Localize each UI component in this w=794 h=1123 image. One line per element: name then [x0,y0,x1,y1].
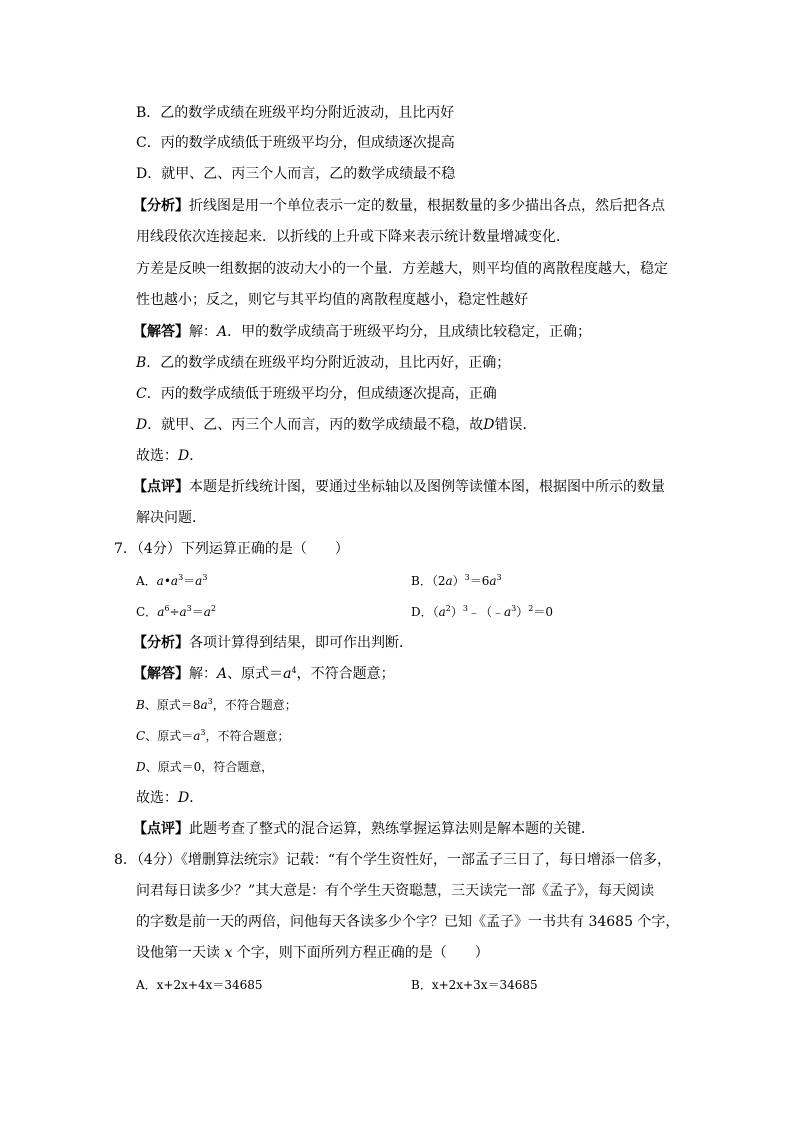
q6-analysis-line-1: 【分析】折线图是用一个单位表示一定的数量，根据数量的多少描出各点，然后把各点 [133,198,665,214]
solution-tag: 【解答】 [133,324,189,340]
q6-analysis-line-2: 用线段依次连接起来．以折线的上升或下降来表示统计数量增减变化． [136,229,570,245]
q6-solution-line-a: 【解答】解：A．甲的数学成绩高于班级平均分，且成绩比较稳定，正确； [133,324,592,340]
q6-option-d: D．就甲、乙、丙三个人而言，乙的数学成绩最不稳 [136,166,456,182]
q8-stem-line-4: 设他第一天读 x 个字，则下面所列方程正确的是（ ） [136,945,489,961]
q6-choice: 故选：D． [136,448,204,464]
q6-comment-line-1: 【点评】本题是折线统计图，要通过坐标轴以及图例等读懂本图，根据图中所示的数量 [133,479,665,495]
q6-comment-line-2: 解决问题． [136,510,206,526]
q7-choice: 故选：D． [136,790,204,806]
q6-option-c: C．丙的数学成绩低于班级平均分，但成绩逐次提高 [136,135,455,151]
q7-solution-line-b: B、原式$=8a^3$，不符合题意； [136,697,297,712]
q7-solution-line-c: C、原式$=a^3$，不符合题意； [136,728,290,743]
q8-stem-line-2: 问君每日读多少？”其大意是：有个学生天资聪慧，三天读完一部《孟子》，每天阅读 [136,883,655,899]
q7-option-d: D．$(a^2)^3﹣(﹣a^3)^2=0$ [411,604,553,619]
q6-solution-line-b: B．乙的数学成绩在班级平均分附近波动，且比丙好，正确； [136,355,511,371]
q6-option-b: B．乙的数学成绩在班级平均分附近波动，且比丙好 [136,105,455,121]
q7-comment: 【点评】此题考查了整式的混合运算，熟练掌握运算法则是解本题的关键． [133,821,595,837]
solution-tag: 【解答】 [133,666,189,682]
analysis-tag: 【分析】 [133,198,189,214]
q7-option-c: C．$a^6\div a^3=a^2$ [136,604,217,619]
analysis-tag: 【分析】 [133,635,189,651]
q6-analysis-line-4: 性也越小；反之，则它与其平均值的离散程度越小，稳定性越好 [136,292,528,308]
comment-tag: 【点评】 [133,821,189,837]
q7-solution-line-d: D、原式＝0，符合题意， [136,760,274,774]
q7-stem: 7．（4分）下列运算正确的是（ ） [114,541,349,557]
q6-analysis-line-3: 方差是反映一组数据的波动大小的一个量．方差越大，则平均值的离散程度越大，稳定 [136,261,668,277]
q6-solution-line-c: C．丙的数学成绩低于班级平均分，但成绩逐次提高，正确 [136,386,497,402]
q8-stem-line-1: 8．（4分）《增删算法统宗》记载：“有个学生资性好，一部孟子三日了，每日增添一倍多， [114,852,671,868]
q8-option-b: B．x+2x+3x＝34685 [411,978,538,992]
q7-solution-line-a: 【解答】解：A、原式$=a^4$，不符合题意； [133,666,395,682]
q7-analysis: 【分析】各项计算得到结果，即可作出判断． [133,635,413,651]
q8-option-a: A．x+2x+4x＝34685 [136,978,263,992]
comment-tag: 【点评】 [133,479,189,495]
q7-option-b: B．$(2a)^3=6a^3$ [411,573,502,588]
q6-solution-line-d: D．就甲、乙、丙三个人而言，丙的数学成绩最不稳，故D错误． [136,417,537,433]
q7-option-a: A．$a•a^3=a^3$ [136,573,208,588]
q8-stem-line-3: 的字数是前一天的两倍，问他每天各读多少个字？已知《孟子》一书共有 34685 个字， [136,914,680,930]
